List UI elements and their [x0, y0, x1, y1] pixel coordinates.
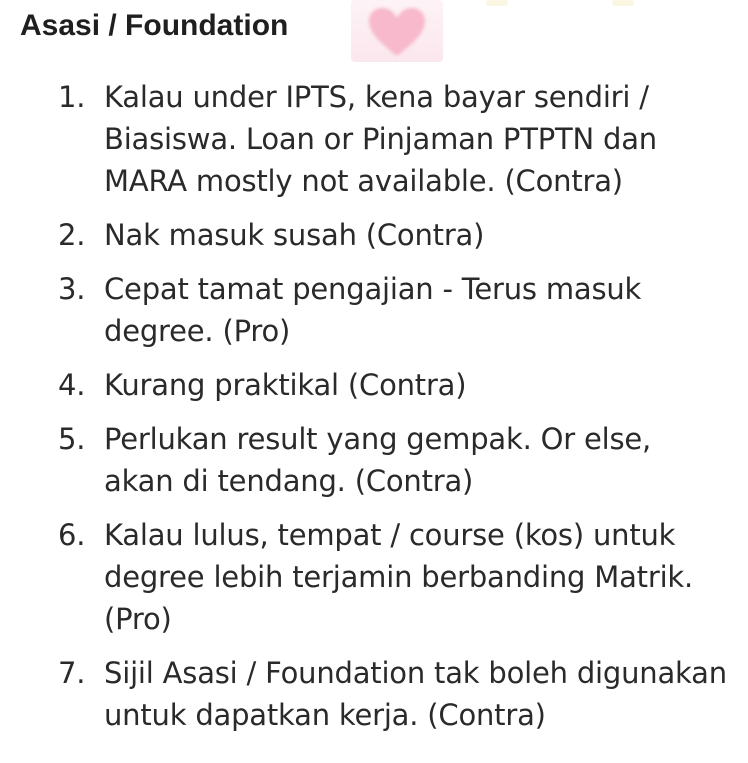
list-item — [0, 76, 748, 202]
list-item-number: 6. — [58, 518, 86, 552]
list-item — [0, 652, 748, 736]
list-item-number: 4. — [58, 368, 86, 402]
list-item — [0, 418, 748, 502]
list-item-text: Kalau lulus, tempat / course (kos) untuk degree lebih terjamin berbanding Matrik. (Pro) — [104, 518, 694, 636]
list-item-number: 1. — [58, 80, 86, 114]
heart-icon — [367, 6, 427, 58]
top-decoration-speck — [486, 0, 508, 6]
pros-cons-list — [0, 76, 748, 748]
list-item — [0, 214, 748, 256]
top-decoration-speck — [612, 0, 634, 6]
page-title: Asasi / Foundation — [20, 9, 289, 42]
list-item-number: 2. — [58, 218, 86, 252]
list-item-text: Perlukan result yang gempak. Or else, akan di tendang. (Contra) — [104, 422, 652, 498]
list-item-text: Cepat tamat pengajian - Terus masuk degree. (Pro) — [104, 272, 642, 348]
list-item-number: 3. — [58, 272, 86, 306]
list-item-number: 5. — [58, 422, 86, 456]
list-item — [0, 364, 748, 406]
list-item-text: Nak masuk susah (Contra) — [104, 218, 485, 252]
list-item-text: Kalau under IPTS, kena bayar sendiri / Biasiswa. Loan or Pinjaman PTPTN dan MARA mostly not available. (Contra) — [104, 80, 657, 198]
list-item-text: Sijil Asasi / Foundation tak boleh digunakan untuk dapatkan kerja. (Contra) — [104, 656, 727, 732]
list-item-number: 7. — [58, 656, 86, 690]
list-item-text: Kurang praktikal (Contra) — [104, 368, 467, 402]
heart-sticker — [351, 0, 443, 62]
list-item — [0, 514, 748, 640]
list-item — [0, 268, 748, 352]
